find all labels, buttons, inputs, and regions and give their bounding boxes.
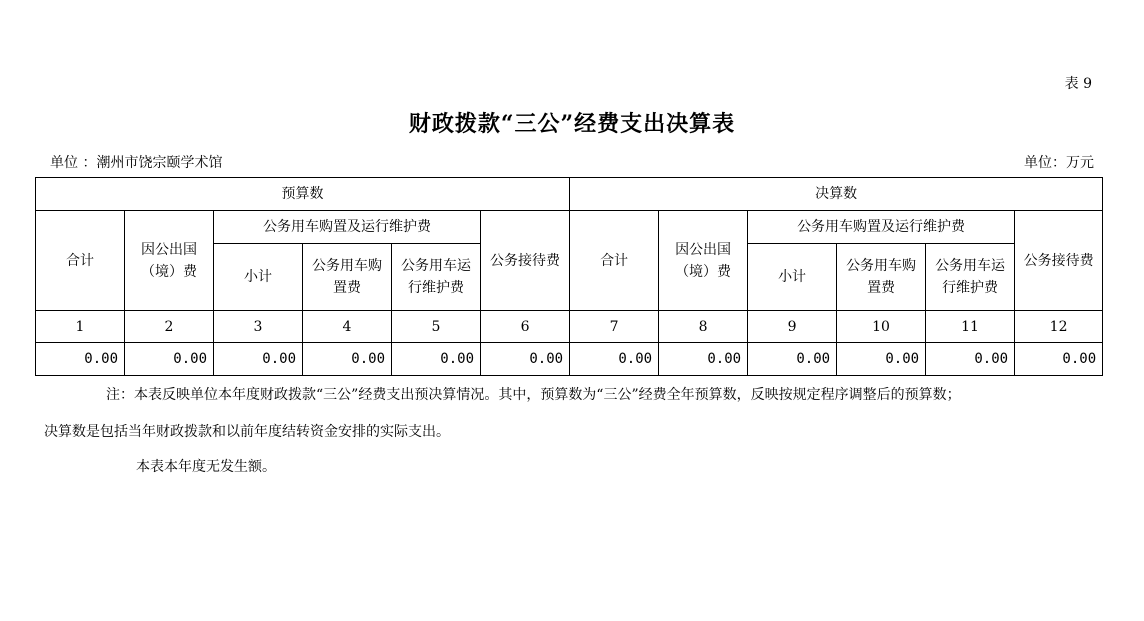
column-number: 8 bbox=[659, 311, 748, 343]
value-cell: 0.00 bbox=[125, 343, 214, 376]
final-vehicle-group-header: 公务用车购置及运行维护费 bbox=[748, 211, 1015, 244]
column-number: 11 bbox=[926, 311, 1015, 343]
final-vehicle-purchase-header bbox=[837, 244, 926, 311]
column-number-row bbox=[36, 311, 1103, 343]
column-number: 4 bbox=[303, 311, 392, 343]
budget-vehicle-operation-label: 公务用车运行维护费 bbox=[401, 258, 471, 296]
value-row bbox=[36, 343, 1103, 376]
budget-vehicle-operation-header bbox=[392, 244, 481, 311]
column-number: 6 bbox=[481, 311, 570, 343]
unit-organization: 单位 ：潮州市饶宗颐学术馆 bbox=[50, 155, 223, 171]
column-number: 1 bbox=[36, 311, 125, 343]
column-number: 9 bbox=[748, 311, 837, 343]
final-reception-header bbox=[1015, 211, 1103, 311]
header-row-group bbox=[36, 178, 1103, 211]
value-cell: 0.00 bbox=[570, 343, 659, 376]
final-abroad-header bbox=[659, 211, 748, 311]
note-line-2: 决算数是包括当年财政拨款和以前年度结转资金安排的实际支出。 bbox=[44, 424, 450, 440]
value-cell: 0.00 bbox=[392, 343, 481, 376]
value-cell: 0.00 bbox=[303, 343, 392, 376]
budget-total-header: 合计 bbox=[36, 211, 125, 311]
value-cell: 0.00 bbox=[659, 343, 748, 376]
value-cell: 0.00 bbox=[36, 343, 125, 376]
header-row-categories bbox=[36, 211, 1103, 244]
value-cell: 0.00 bbox=[1015, 343, 1103, 376]
final-reception-label: 公务接待费 bbox=[1023, 252, 1094, 269]
budget-abroad-label: 因公出国（境）费 bbox=[141, 241, 197, 280]
value-cell: 0.00 bbox=[214, 343, 303, 376]
value-cell: 0.00 bbox=[748, 343, 837, 376]
column-number: 2 bbox=[125, 311, 214, 343]
budget-abroad-header bbox=[125, 211, 214, 311]
final-header: 决算数 bbox=[570, 178, 1103, 211]
final-vehicle-purchase-label: 公务用车购置费 bbox=[846, 258, 917, 296]
budget-reception-header bbox=[481, 211, 570, 311]
value-cell: 0.00 bbox=[926, 343, 1015, 376]
note-line-3: 本表本年度无发生额。 bbox=[136, 459, 276, 475]
budget-vehicle-purchase-label: 公务用车购置费 bbox=[312, 258, 382, 296]
column-number: 12 bbox=[1015, 311, 1103, 343]
budget-subtotal-header: 小计 bbox=[214, 244, 303, 311]
final-vehicle-operation-header bbox=[926, 244, 1015, 311]
value-cell: 0.00 bbox=[481, 343, 570, 376]
table-number: 表 9 bbox=[1064, 76, 1092, 92]
budget-header: 预算数 bbox=[36, 178, 570, 211]
final-total-header: 合计 bbox=[570, 211, 659, 311]
page-title: 财政拨款“三公”经费支出决算表 bbox=[408, 111, 736, 137]
column-number: 7 bbox=[570, 311, 659, 343]
value-cell: 0.00 bbox=[837, 343, 926, 376]
final-subtotal-header: 小计 bbox=[748, 244, 837, 311]
budget-reception-label: 公务接待费 bbox=[490, 252, 561, 269]
budget-vehicle-purchase-header bbox=[303, 244, 392, 311]
column-number: 5 bbox=[392, 311, 481, 343]
final-abroad-label: 因公出国（境）费 bbox=[675, 241, 732, 280]
note-line-1: 注：本表反映单位本年度财政拨款“三公”经费支出预决算情况。其中，预算数为“三公”经费全年预算数，反映按规定程序调整后的预算数； bbox=[106, 387, 961, 403]
budget-vehicle-group-header: 公务用车购置及运行维护费 bbox=[214, 211, 481, 244]
column-number: 10 bbox=[837, 311, 926, 343]
final-vehicle-operation-label: 公务用车运行维护费 bbox=[935, 258, 1006, 296]
unit-currency: 单位：万元 bbox=[1024, 155, 1094, 171]
column-number: 3 bbox=[214, 311, 303, 343]
three-public-expenses-table bbox=[35, 177, 1103, 376]
